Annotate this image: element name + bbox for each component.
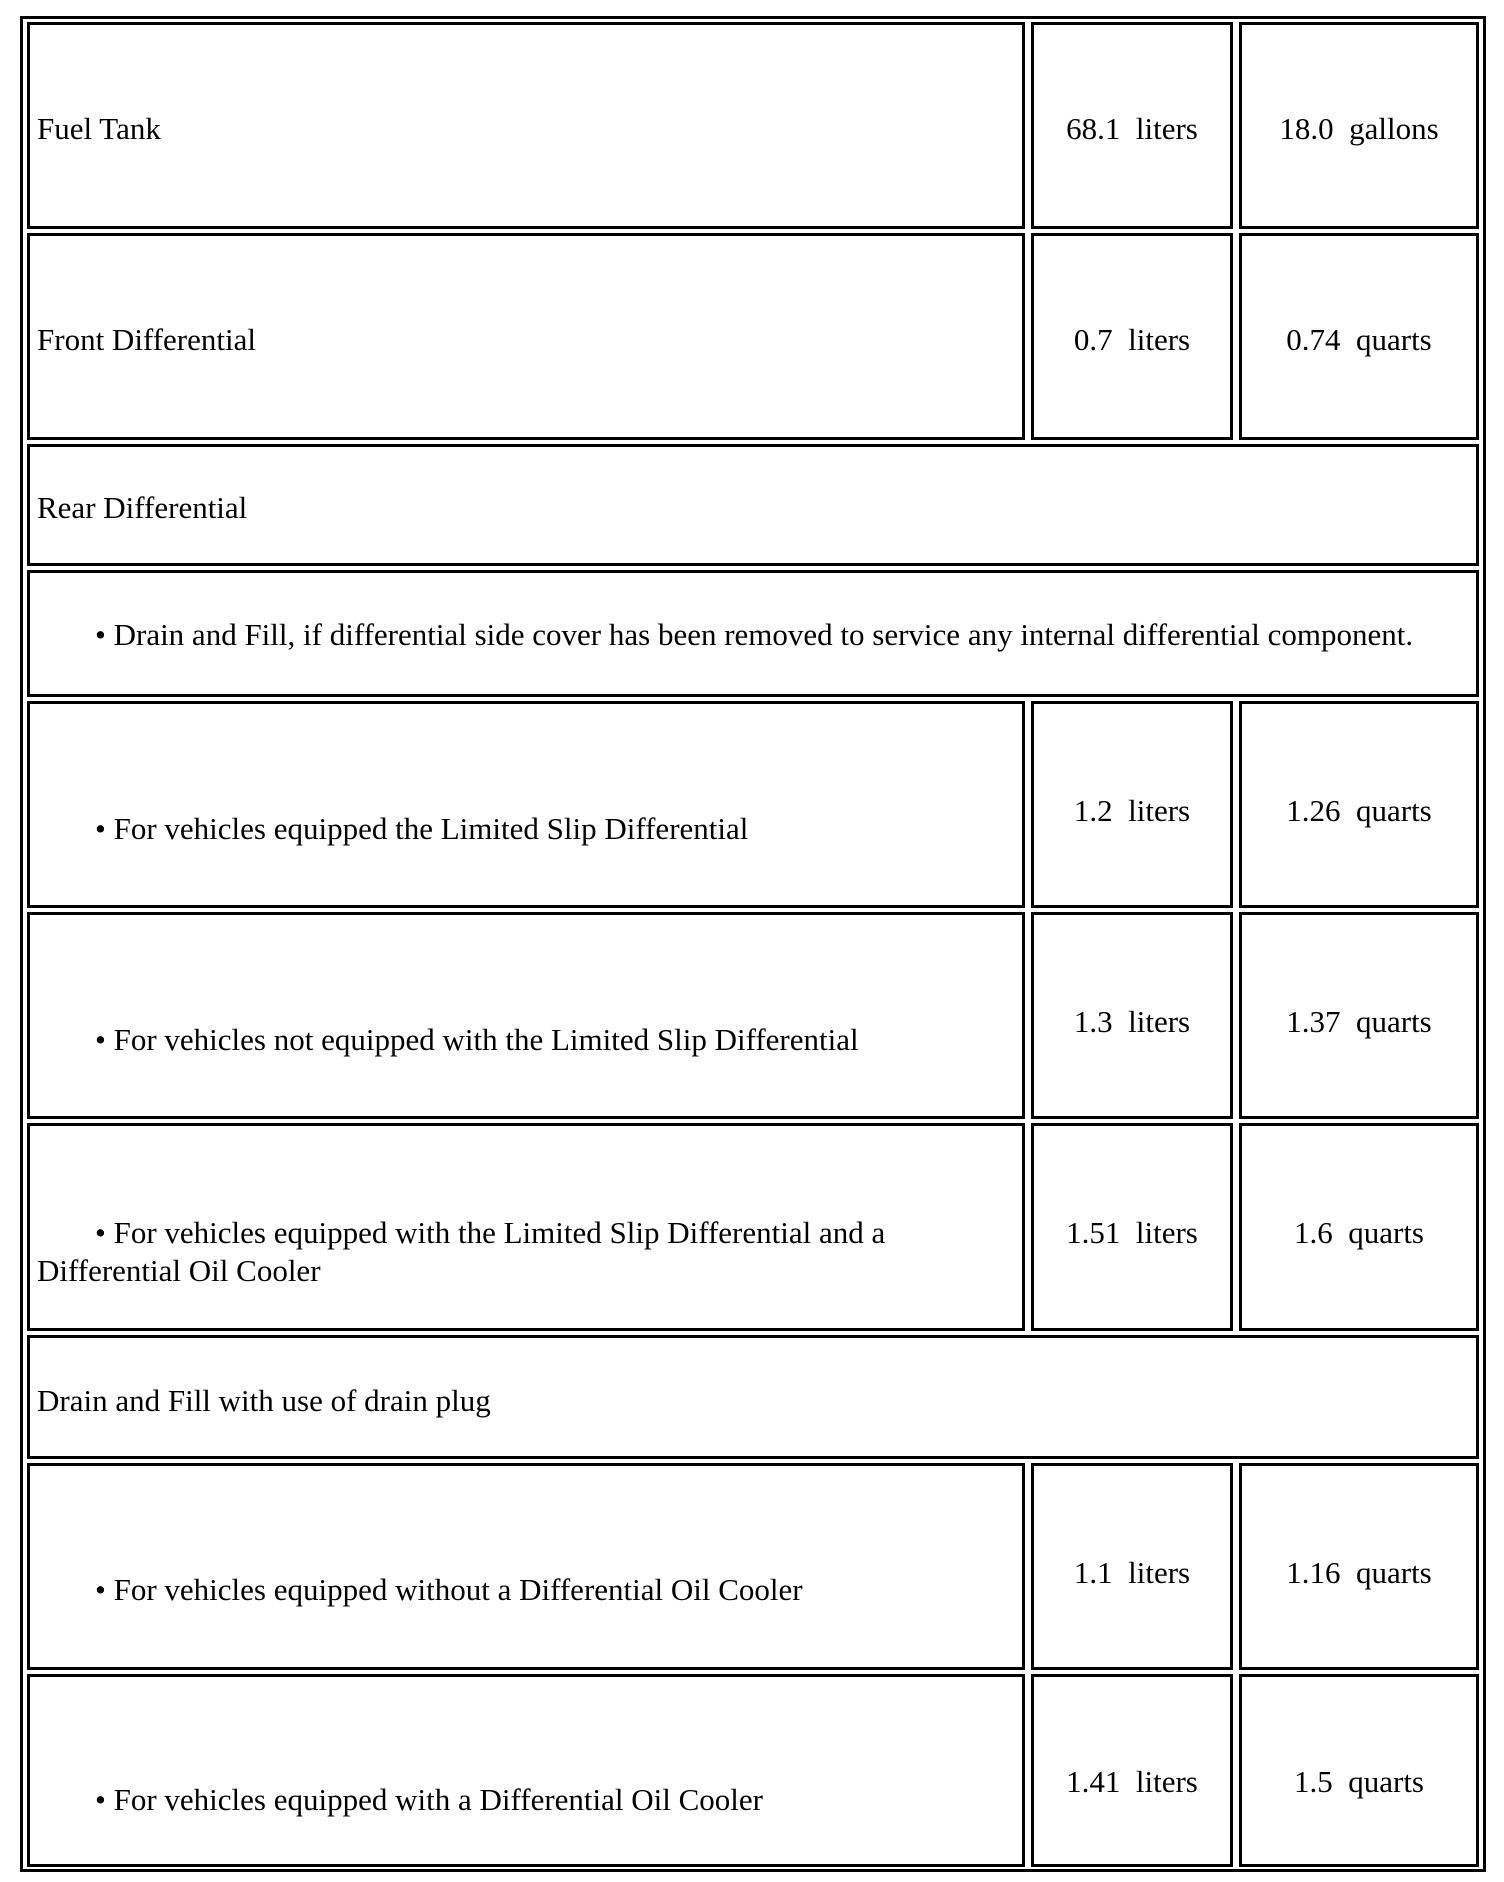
section-heading-drain-plug — [27, 1335, 1479, 1459]
us-value: 1.26 quarts — [1286, 793, 1432, 828]
metric-value: 1.1 liters — [1073, 1555, 1191, 1590]
us-value-cell — [1239, 22, 1479, 229]
row-label: • For vehicles equipped without a Differential Oil Cooler — [95, 1572, 803, 1607]
table-row-label-with-oil-cooler — [27, 1674, 1025, 1867]
row-label: • For vehicles equipped with a Differential Oil Cooler — [95, 1782, 763, 1817]
metric-value: 1.2 liters — [1073, 793, 1191, 828]
us-value: 1.5 quarts — [1293, 1764, 1424, 1799]
table-row-label-without-oil-cooler — [27, 1463, 1025, 1670]
us-value: 1.37 quarts — [1286, 1004, 1432, 1039]
us-value-cell — [1239, 1463, 1479, 1670]
table-row-label-fuel-tank — [27, 22, 1025, 229]
row-label: • For vehicles equipped the Limited Slip Differential — [95, 811, 749, 846]
us-value-cell — [1239, 1123, 1479, 1331]
row-label: • For vehicles not equipped with the Limited Slip Differential — [95, 1022, 859, 1057]
section-heading-rear-differential — [27, 444, 1479, 566]
row-label: Front Differential — [37, 322, 256, 357]
section-note-text: • Drain and Fill, if differential side cover has been removed to service any internal differential component. — [95, 617, 1414, 652]
us-value-cell — [1239, 1674, 1479, 1867]
us-value: 18.0 gallons — [1279, 111, 1439, 146]
table-row-label-limited-slip-oil-cooler — [27, 1123, 1025, 1331]
table-row-label-no-limited-slip — [27, 912, 1025, 1119]
metric-value: 68.1 liters — [1066, 111, 1198, 146]
section-heading-label: Drain and Fill with use of drain plug — [37, 1383, 491, 1418]
metric-value: 1.41 liters — [1066, 1764, 1198, 1799]
table-row-label-front-differential — [27, 233, 1025, 440]
metric-value-cell — [1031, 22, 1233, 229]
metric-value: 1.3 liters — [1073, 1004, 1191, 1039]
us-value-cell — [1239, 233, 1479, 440]
metric-value-cell — [1031, 1123, 1233, 1331]
row-label — [37, 1214, 1012, 1290]
table-row-label-limited-slip — [27, 701, 1025, 908]
metric-value: 1.51 liters — [1066, 1215, 1198, 1250]
metric-value-cell — [1031, 1463, 1233, 1670]
metric-value-cell — [1031, 912, 1233, 1119]
metric-value-cell — [1031, 701, 1233, 908]
section-note-label — [37, 616, 1466, 654]
section-note-side-cover — [27, 570, 1479, 697]
section-heading-label: Rear Differential — [37, 490, 248, 525]
us-value: 1.16 quarts — [1286, 1555, 1432, 1590]
us-value-cell — [1239, 912, 1479, 1119]
metric-value: 0.7 liters — [1073, 322, 1191, 357]
us-value: 0.74 quarts — [1286, 322, 1432, 357]
metric-value-cell — [1031, 1674, 1233, 1867]
us-value-cell — [1239, 701, 1479, 908]
metric-value-cell — [1031, 233, 1233, 440]
row-label: Fuel Tank — [37, 111, 161, 146]
us-value: 1.6 quarts — [1293, 1215, 1424, 1250]
row-label-text: • For vehicles equipped with the Limited Slip Differential and a Differential Oil Cooler — [37, 1215, 886, 1288]
